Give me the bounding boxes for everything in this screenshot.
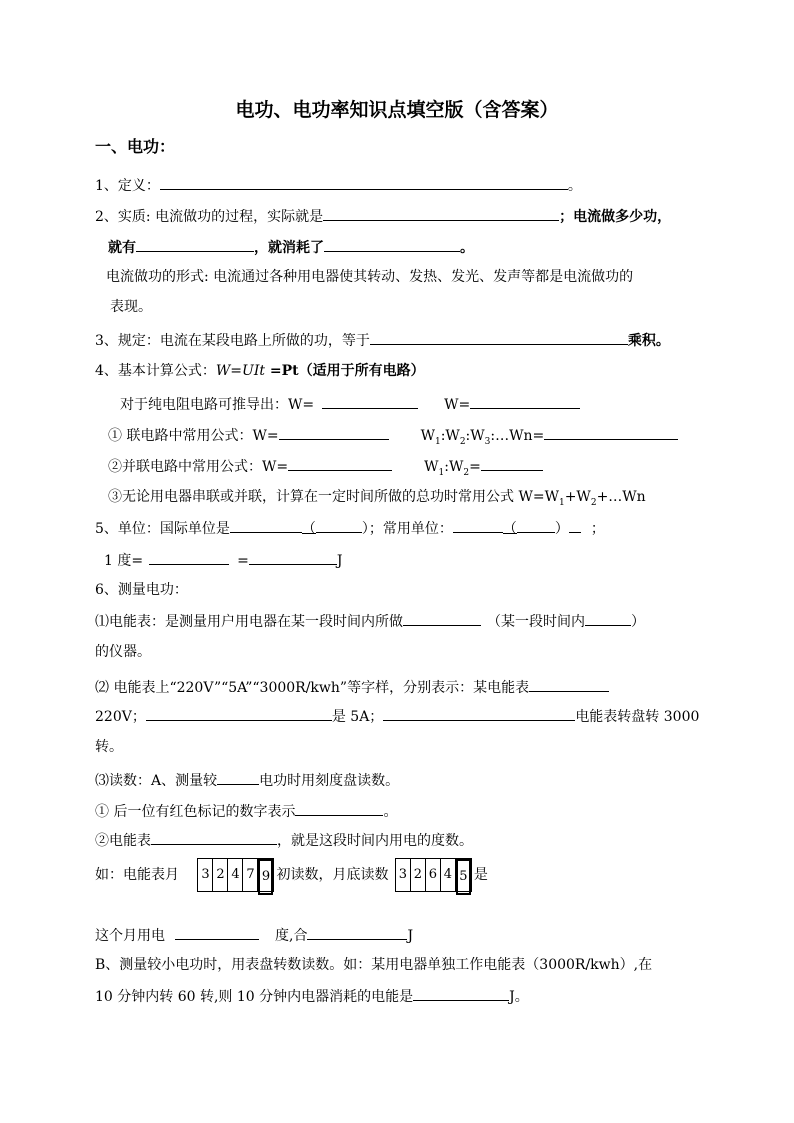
line-small-work: B、测量较小电功时，用表盘转数读数。如：某用电器单独工作电能表（3000R/kwh）,在 bbox=[95, 957, 653, 973]
blank[interactable] bbox=[370, 330, 628, 345]
line-units: 5、单位：国际单位是 （ ）；常用单位： （ ） ； bbox=[95, 518, 605, 539]
meter-digit-decimal: 5 bbox=[456, 859, 471, 895]
line-small-work-2: 10 分钟内转 60 转,则 10 分钟内电器消耗的电能是 J。 bbox=[95, 986, 529, 1007]
line-monthly-usage: 这个月用电 度,合 J bbox=[95, 925, 413, 946]
line-meter-label-3: 转。 bbox=[95, 739, 123, 755]
blank[interactable] bbox=[324, 237, 460, 252]
blank[interactable] bbox=[383, 706, 575, 721]
line-measure: 6、测量电功： bbox=[95, 582, 188, 598]
line-difference: ②电能表 ，就是这段时间内用电的度数。 bbox=[95, 830, 473, 851]
blank[interactable] bbox=[160, 175, 568, 190]
line-series: ① 联电路中常用公式：$W= W_1:W_2:W_3:\dots Wn=$ bbox=[108, 425, 678, 452]
blank[interactable] bbox=[230, 518, 302, 533]
page-title: 电功、电功率知识点填空版（含答案） bbox=[235, 99, 559, 121]
line-meter-def-2: 的仪器。 bbox=[95, 644, 151, 660]
meter-digit: 4 bbox=[441, 859, 456, 891]
line-example: 如：电能表月 3 2 4 7 9 初读数，月底读数 3 2 6 4 5 是 bbox=[95, 855, 488, 895]
blank[interactable] bbox=[217, 770, 259, 785]
meter-digit: 3 bbox=[396, 859, 411, 891]
blank[interactable] bbox=[322, 394, 418, 409]
line-definition: 1、定义： 。 bbox=[95, 175, 582, 196]
blank[interactable] bbox=[403, 611, 481, 626]
blank[interactable] bbox=[470, 394, 580, 409]
blank[interactable] bbox=[249, 550, 337, 565]
line-essence: 2、实质: 电流做功的过程，实际就是 ；电流做多少功， bbox=[95, 206, 671, 227]
line-kwh: 1 度= = J bbox=[104, 550, 342, 571]
line-meter-label: ⑵ 电能表上“220V”“5A”“3000R/kwh”等字样，分别表示：某电能表 bbox=[95, 677, 609, 698]
blank[interactable] bbox=[585, 611, 631, 626]
blank[interactable] bbox=[529, 677, 609, 692]
line-parallel: ②并联电路中常用公式：$W= W_1:W_2=$ bbox=[108, 456, 543, 483]
meter-digit: 2 bbox=[213, 859, 228, 891]
meter-digit: 4 bbox=[228, 859, 243, 891]
meter-digit: 6 bbox=[426, 859, 441, 891]
line-reading: ⑶读数：A、测量较 电功时用刻度盘读数。 bbox=[95, 770, 399, 791]
line-forms-2: 表现。 bbox=[110, 299, 152, 315]
line-meter-def: ⑴电能表：是测量用户用电器在某一段时间内所做 （某一段时间内 ） bbox=[95, 611, 645, 632]
blank[interactable] bbox=[288, 456, 392, 471]
line-meter-label-2: 220V； 是 5A； 电能表转盘转 3000 bbox=[95, 706, 699, 727]
blank[interactable] bbox=[569, 518, 581, 533]
meter-digit: 2 bbox=[411, 859, 426, 891]
line-total: ③无论用电器串联或并联，计算在一定时间所做的总功时常用公式 $W=W_1+W_2+\dots Wn$ bbox=[108, 489, 646, 508]
blank[interactable] bbox=[146, 706, 332, 721]
blank[interactable] bbox=[544, 425, 678, 440]
line-red-digit: ① 后一位有红色标记的数字表示 。 bbox=[95, 801, 397, 822]
blank[interactable] bbox=[279, 425, 389, 440]
blank[interactable] bbox=[481, 456, 543, 471]
line-forms: 电流做功的形式: 电流通过各种用电器使其转动、发热、发光、发声等都是电流做功的 bbox=[106, 269, 634, 285]
meter-end-reading bbox=[395, 858, 472, 892]
meter-start-reading bbox=[197, 858, 274, 892]
line-rule: 3、规定：电流在某段电路上所做的功，等于 乘积。 bbox=[95, 330, 670, 351]
blank[interactable] bbox=[453, 518, 503, 533]
meter-digit: 7 bbox=[243, 859, 258, 891]
blank[interactable] bbox=[517, 518, 555, 533]
blank[interactable] bbox=[307, 925, 407, 940]
blank[interactable] bbox=[413, 986, 509, 1001]
blank[interactable] bbox=[149, 550, 229, 565]
line-pure-resistance: 对于纯电阻电路可推导出：W= W= bbox=[120, 394, 580, 415]
blank[interactable] bbox=[316, 518, 362, 533]
section-heading: 一、电功： bbox=[95, 137, 176, 156]
line-essence-2: 就有 ，就消耗了 。 bbox=[108, 237, 474, 258]
meter-digit-decimal: 9 bbox=[258, 859, 273, 895]
blank[interactable] bbox=[136, 237, 254, 252]
blank[interactable] bbox=[295, 801, 383, 816]
blank[interactable] bbox=[323, 206, 559, 221]
blank[interactable] bbox=[175, 925, 259, 940]
meter-digit: 3 bbox=[198, 859, 213, 891]
blank[interactable] bbox=[151, 830, 277, 845]
line-formula: 4、基本计算公式：W=UIt =Pt（适用于所有电路） bbox=[95, 363, 425, 379]
